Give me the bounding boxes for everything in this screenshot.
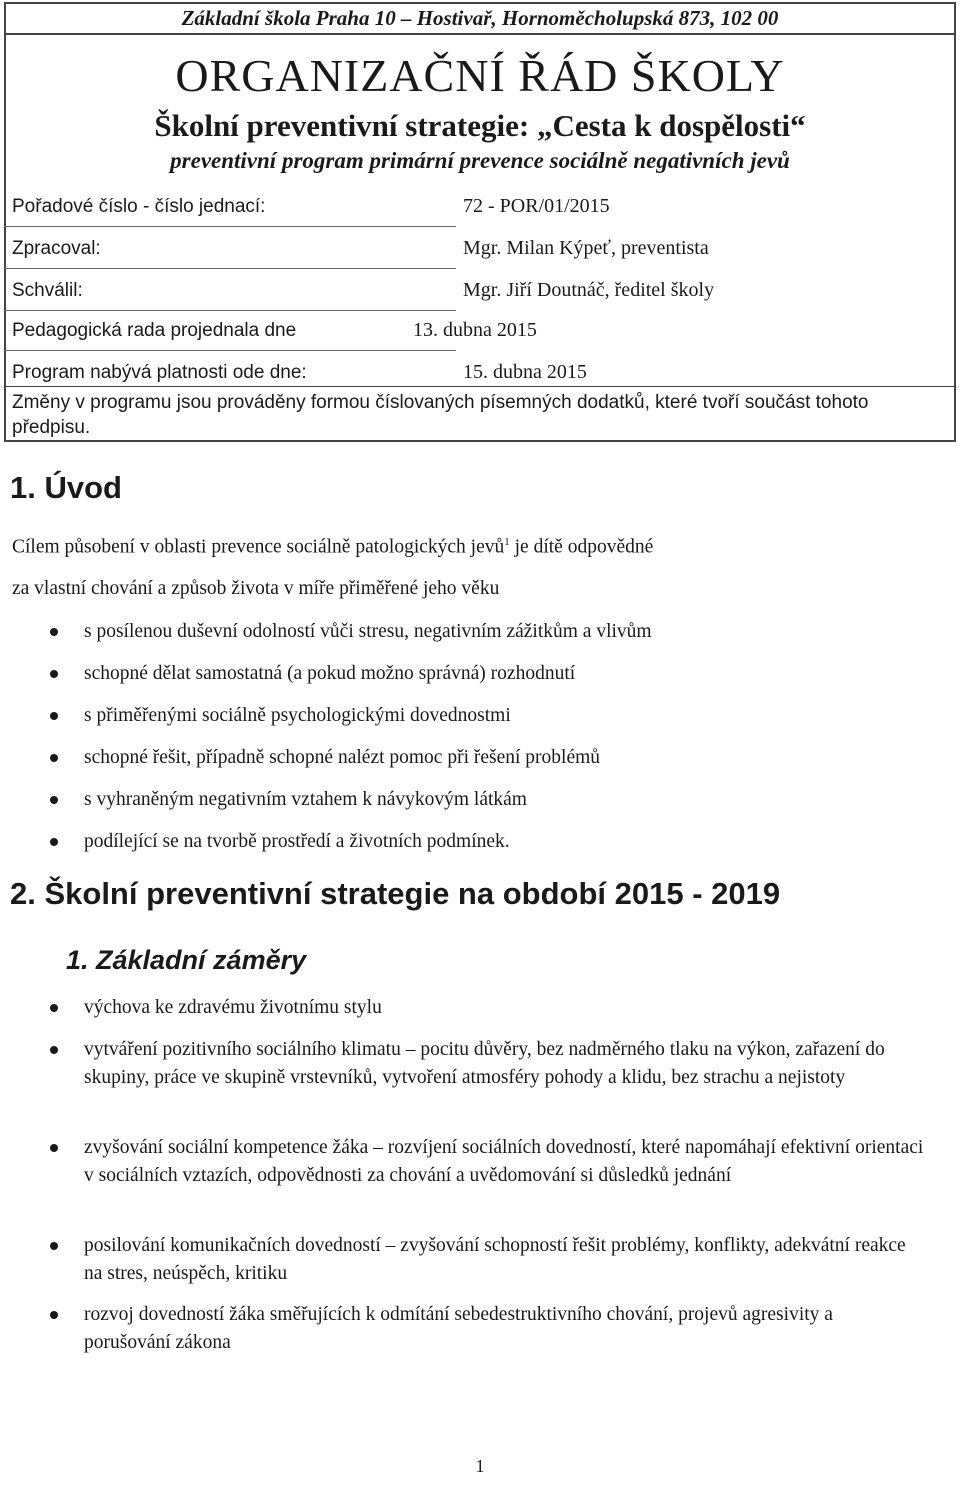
council-date-label: Pedagogická rada projednala dne — [12, 320, 297, 341]
section-heading-strategy: 2. Školní preventivní strategie na období 2015 - 2019 — [10, 876, 781, 911]
approved-by-label: Schválil: — [12, 280, 83, 301]
bullet-icon — [50, 1144, 58, 1152]
bullet-icon — [50, 712, 58, 720]
reference-number-value: 72 - POR/01/2015 — [463, 195, 610, 217]
bullet-icon — [50, 796, 58, 804]
footnote-ref: 1 — [504, 536, 510, 548]
page-number: 1 — [475, 1456, 485, 1476]
effective-date-value: 15. dubna 2015 — [463, 361, 587, 383]
header-divider — [4, 33, 956, 35]
row-divider — [4, 386, 956, 387]
document-title: ORGANIZAČNÍ ŘÁD ŠKOLY — [175, 50, 785, 101]
bullet-icon — [50, 628, 58, 636]
row-divider — [4, 226, 456, 227]
bullet-icon — [50, 838, 58, 846]
bullet-icon — [50, 754, 58, 762]
row-divider — [4, 310, 456, 311]
document-subtitle: Školní preventivní strategie: „Cesta k dospělosti“ — [154, 108, 806, 143]
prepared-by-label: Zpracoval: — [12, 238, 101, 259]
reference-number-label: Pořadové číslo - číslo jednací: — [12, 196, 266, 217]
row-divider — [4, 350, 456, 351]
section-heading-intro: 1. Úvod — [10, 470, 122, 505]
intro-paragraph-line1 — [12, 536, 653, 559]
bullet-icon — [50, 1004, 58, 1012]
bullet-icon — [50, 670, 58, 678]
bullet-icon — [50, 1046, 58, 1054]
council-date-value: 13. dubna 2015 — [413, 319, 537, 341]
document-subtitle-secondary: preventivní program primární prevence sociálně negativních jevů — [170, 148, 790, 173]
changes-note: Změny v programu jsou prováděny formou číslovaných písemných dodatků, které tvoří součást tohoto předpisu. — [12, 392, 869, 438]
subsection-heading-goals: 1. Základní záměry — [66, 945, 307, 975]
bullet-icon — [50, 1242, 58, 1250]
prepared-by-value: Mgr. Milan Kýpeť, preventista — [463, 237, 709, 259]
intro-text-end: je dítě odpovědné — [509, 536, 654, 558]
bullet-icon — [50, 1311, 58, 1319]
approved-by-value: Mgr. Jiří Doutnáč, ředitel školy — [463, 279, 715, 301]
effective-date-label: Program nabývá platnosti ode dne: — [12, 362, 307, 383]
row-divider — [4, 268, 456, 269]
school-name: Základní škola Praha 10 – Hostivař, Hornoměcholupská 873, 102 00 — [181, 6, 779, 30]
intro-paragraph-line2: za vlastní chování a způsob života v míře přiměřené jeho věku — [12, 578, 500, 599]
intro-text: Cílem působení v oblasti prevence sociálně patologických jevů — [12, 536, 505, 558]
